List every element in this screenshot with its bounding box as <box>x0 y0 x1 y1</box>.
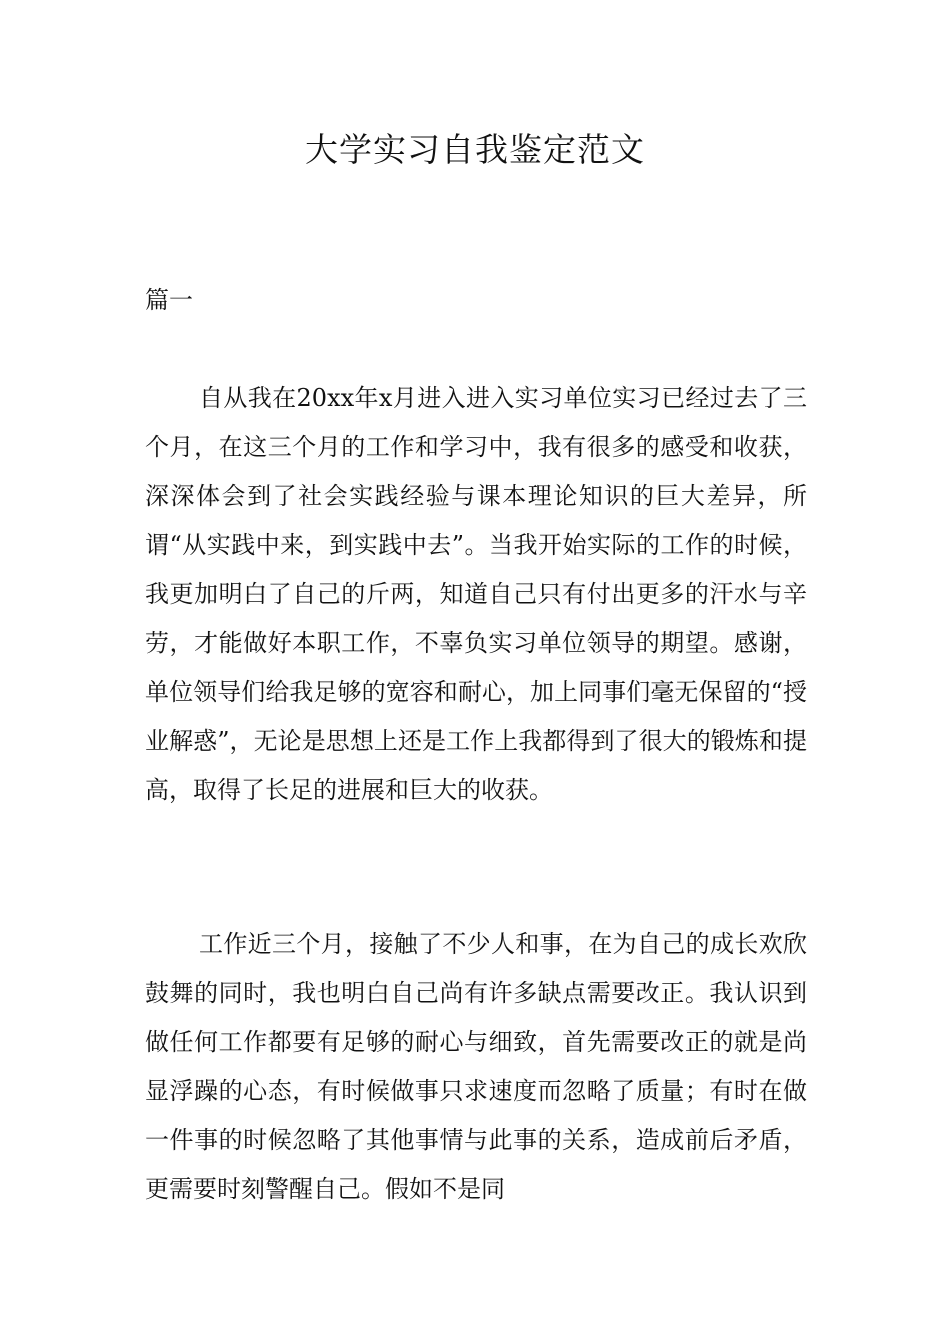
body-paragraph-2: 工作近三个月，接触了不少人和事，在为自己的成长欢欣鼓舞的同时，我也明白自己尚有许多缺点需要改正。我认识到做任何工作都要有足够的耐心与细致，首先需要改正的就是尚显浮躁的心态，有时候做事只求速度而忽略了质量；有时在做一件事的时候忽略了其他事情与此事的关系，造成前后矛盾，更需要时刻警醒自己。假如不是同 <box>145 930 807 1203</box>
page-title: 大学实习自我鉴定范文 <box>305 130 645 169</box>
body-paragraph-1: 自从我在20xx年x月进入进入实习单位实习已经过去了三个月，在这三个月的工作和学习中，我有很多的感受和收获，深深体会到了社会实践经验与课本理论知识的巨大差异，所谓“从实践中来，到实践中去”。当我开始实际的工作的时候，我更加明白了自己的斤两，知道自己只有付出更多的汗水与辛劳，才能做好本职工作，不辜负实习单位领导的期望。感谢，单位领导们给我足够的宽容和耐心，加上同事们毫无保留的“授业解惑”，无论是思想上还是工作上我都得到了很大的锻炼和提高，取得了长足的进展和巨大的收获。 <box>145 384 807 804</box>
section-label: 篇一 <box>145 286 193 314</box>
